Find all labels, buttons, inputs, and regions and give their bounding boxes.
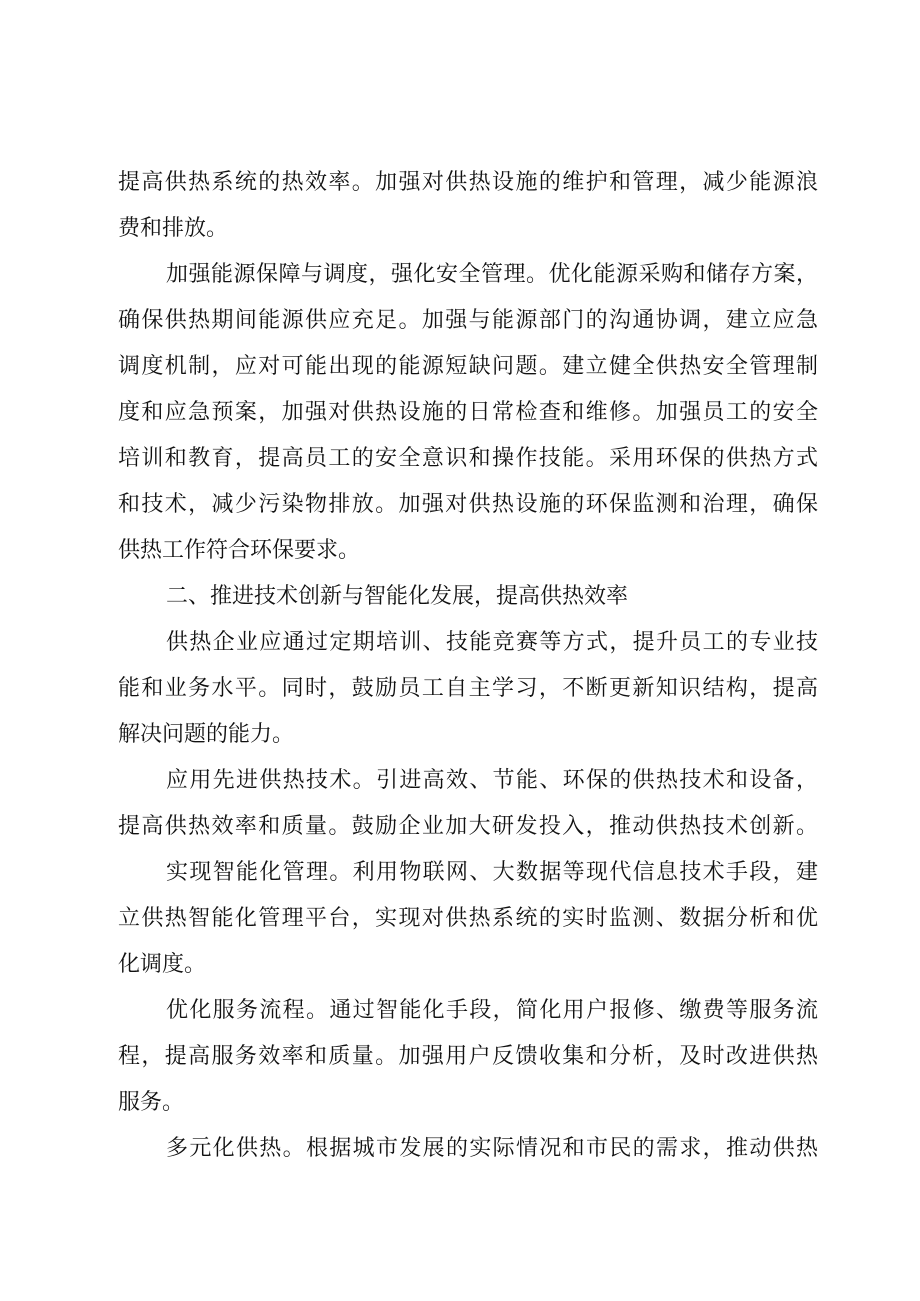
paragraph-2-line-6: 和技术，减少污染物排放。加强对供热设施的环保监测和治理，确保	[118, 492, 818, 517]
paragraph-7-line-1: 多元化供热。根据城市发展的实际情况和市民的需求，推动供热	[166, 1136, 818, 1161]
paragraph-3-line-1: 供热企业应通过定期培训、技能竞赛等方式，提升员工的专业技	[166, 630, 818, 655]
paragraph-6-line-2: 程，提高服务效率和质量。加强用户反馈收集和分析，及时改进供热	[118, 1044, 818, 1069]
paragraph-6-line-3: 服务。	[118, 1090, 185, 1115]
paragraph-6-line-1: 优化服务流程。通过智能化手段，简化用户报修、缴费等服务流	[166, 998, 818, 1023]
paragraph-4-line-1: 应用先进供热技术。引进高效、节能、环保的供热技术和设备，	[166, 768, 818, 793]
paragraph-1-line-2: 费和排放。	[118, 216, 229, 241]
paragraph-2-line-5: 培训和教育，提高员工的安全意识和操作技能。采用环保的供热方式	[118, 446, 818, 471]
paragraph-2-line-1: 加强能源保障与调度，强化安全管理。优化能源采购和储存方案，	[166, 262, 818, 287]
paragraph-4-line-2: 提高供热效率和质量。鼓励企业加大研发投入，推动供热技术创新。	[118, 814, 818, 839]
paragraph-2-line-4: 度和应急预案，加强对供热设施的日常检查和维修。加强员工的安全	[118, 400, 818, 425]
paragraph-5-line-1: 实现智能化管理。利用物联网、大数据等现代信息技术手段，建	[166, 860, 818, 885]
paragraph-3-line-2: 能和业务水平。同时，鼓励员工自主学习，不断更新知识结构，提高	[118, 676, 818, 701]
paragraph-2-line-7: 供热工作符合环保要求。	[118, 538, 361, 563]
paragraph-5-line-2: 立供热智能化管理平台，实现对供热系统的实时监测、数据分析和优	[118, 906, 818, 931]
paragraph-3-line-3: 解决问题的能力。	[118, 722, 295, 747]
paragraph-1-line-1: 提高供热系统的热效率。加强对供热设施的维护和管理，减少能源浪	[118, 170, 818, 195]
section-heading: 二、推进技术创新与智能化发展，提高供热效率	[166, 584, 629, 609]
paragraph-2-line-2: 确保供热期间能源供应充足。加强与能源部门的沟通协调，建立应急	[118, 308, 818, 333]
paragraph-5-line-3: 化调度。	[118, 952, 207, 977]
paragraph-2-line-3: 调度机制，应对可能出现的能源短缺问题。建立健全供热安全管理制	[118, 354, 818, 379]
